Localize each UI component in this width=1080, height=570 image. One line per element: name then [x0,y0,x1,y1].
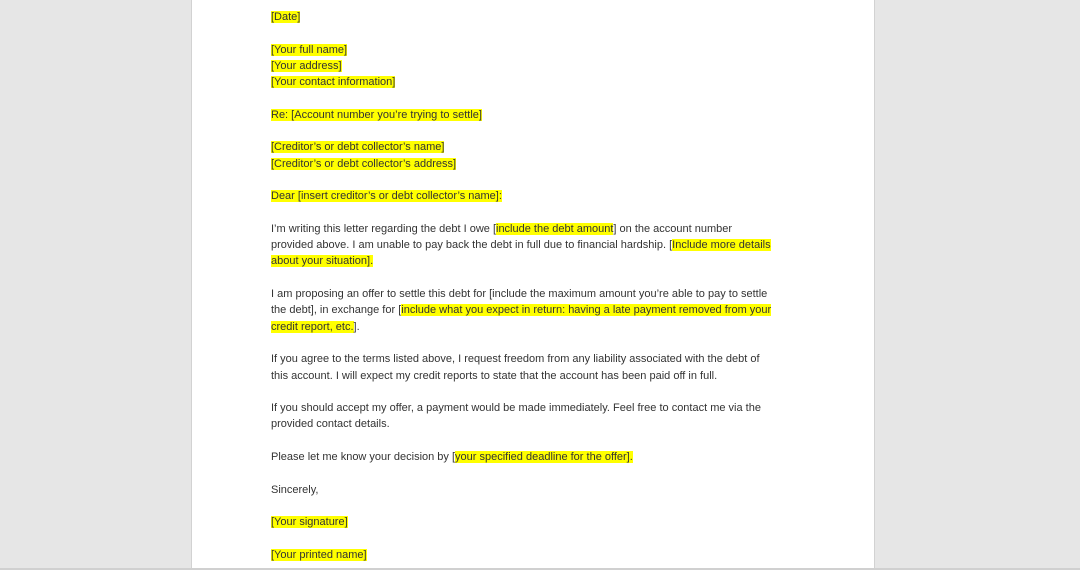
paragraph-terms: If you agree to the terms listed above, I request freedom from any liability associated with the debt of this account. I will expect my credit reports to state that the account has been paid off in full. [271,353,760,382]
sender-address: [Your address] [271,59,342,72]
paragraph-payment: If you should accept my offer, a payment would be made immediately. Feel free to contact me via the provided contact details. [271,402,761,431]
date-line [271,9,811,25]
re-line: Re: [Account number you’re trying to settle] [271,108,482,121]
paragraph-debt-statement: I’m writing this letter regarding the debt I owe [include the debt amount] on the account number provided above. I am unable to pay back the debt in full due to financial hardship. [Include more details about your situation]. [271,222,771,268]
salutation: Dear [insert creditor’s or debt collector’s name]: [271,190,502,203]
paragraph-deadline: Please let me know your decision by [your specified deadline for the offer]. [271,451,633,464]
date-placeholder: [Date] [271,11,301,23]
sender-contact: [Your contact information] [271,76,396,89]
recipient-address: [Creditor’s or debt collector’s address] [271,157,457,170]
recipient-name: [Creditor’s or debt collector’s name] [271,141,445,154]
document-page [191,0,875,568]
paragraph-offer: I am proposing an offer to settle this debt for [include the maximum amount you’re able to pay to settle the debt], in exchange for [include what you expect in return: having a late payment removed from your credit report, etc.]. [271,288,772,333]
printed-name-line: [Your printed name] [271,548,367,561]
sender-name: [Your full name] [271,43,348,56]
closing: Sincerely, [271,483,319,496]
letter-body [271,9,811,563]
signature-line: [Your signature] [271,516,348,529]
